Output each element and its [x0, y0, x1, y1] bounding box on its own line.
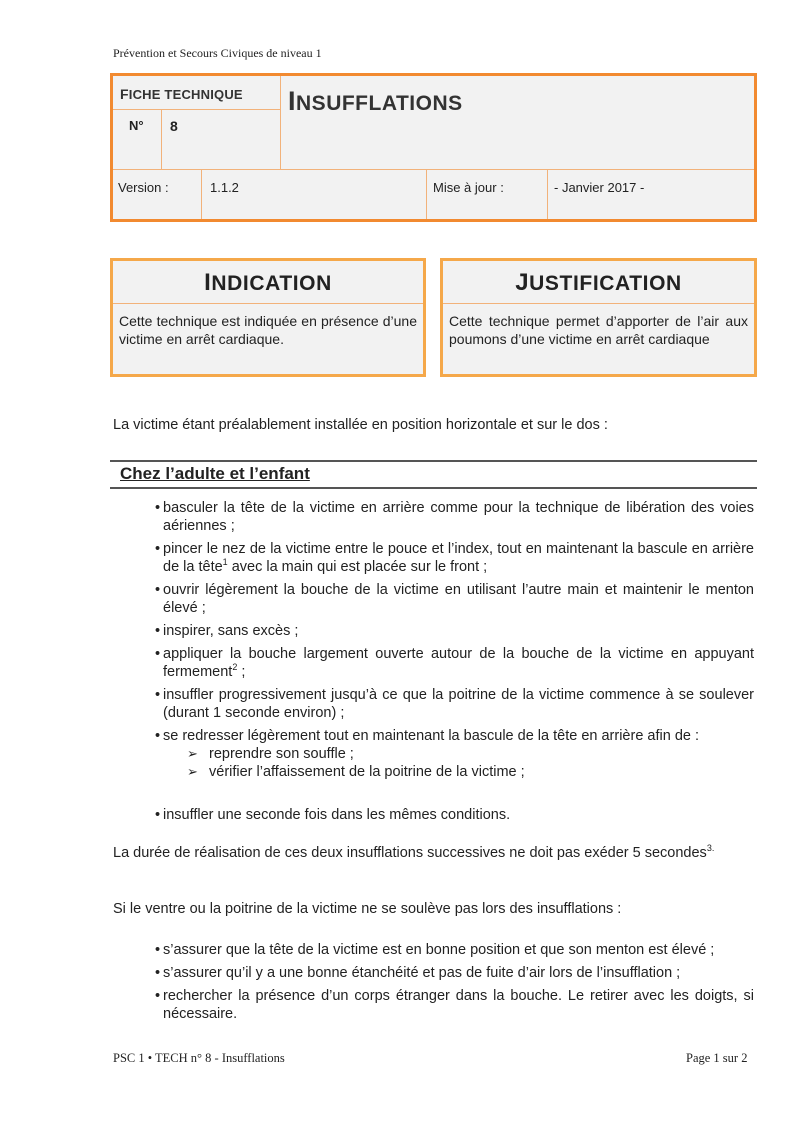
- footnote-ref: 2: [232, 662, 238, 673]
- list-item: • s’assurer que la tête de la victime est en bonne position et que son menton est élevé ;: [155, 942, 715, 958]
- duration-text: La durée de réalisation de ces deux insufflations successives ne doit pas exéder 5 secondes$^{3.}$: [113, 843, 715, 861]
- page-number: Page 1 sur 2: [686, 1051, 748, 1065]
- justification-title: JUSTIFICATION: [443, 261, 754, 304]
- section-heading-bar: [110, 460, 757, 489]
- sub-list-item: ➢ reprendre son souffle ;: [187, 746, 354, 762]
- divider: [280, 76, 281, 169]
- justification-card: [440, 258, 757, 377]
- intro-text: La victime étant préalablement installée en position horizontale et sur le dos :: [113, 417, 608, 433]
- list-item: • appliquer la bouche largement ouverte autour de la bouche de la victime en appuyant fermement$^2$ ;: [155, 646, 754, 680]
- divider: [113, 109, 280, 110]
- list-item: • s’assurer qu’il y a une bonne étanchéité et pas de fuite d’air lors de l’insufflation ;: [155, 965, 681, 981]
- justification-text: Cette technique permet d’apporter de l’air aux poumons d’une victime en arrêt cardiaque: [449, 313, 748, 347]
- failure-condition-text: Si le ventre ou la poitrine de la victime ne se soulève pas lors des insufflations :: [113, 901, 622, 917]
- section-title: Chez l’adulte et l’enfant: [120, 464, 310, 483]
- footer-reference: PSC 1 • TECH n° 8 - Insufflations: [113, 1051, 285, 1065]
- footnote-ref: 3.: [706, 843, 715, 854]
- page-header: Prévention et Secours Civiques de niveau 1: [113, 46, 322, 60]
- list-item: • basculer la tête de la victime en arrière comme pour la technique de libération des voies aériennes ;: [155, 500, 754, 534]
- update-label: Mise à jour :: [433, 180, 504, 195]
- divider: [113, 169, 754, 170]
- divider: [201, 169, 202, 219]
- technical-sheet-header: [110, 73, 757, 222]
- list-item: • insuffler progressivement jusqu’à ce que la poitrine de la victime commence à se soulever (durant 1 seconde environ) ;: [155, 687, 754, 721]
- indication-card: [110, 258, 426, 377]
- list-item: • ouvrir légèrement la bouche de la victime en utilisant l’autre main et maintenir le menton élevé ;: [155, 582, 754, 616]
- sub-list: [163, 745, 754, 781]
- list-item: • pincer le nez de la victime entre le pouce et l’index, tout en maintenant la bascule en arrière de la tête$^1$ avec la main qui est placée sur le front ;: [155, 541, 754, 575]
- list-item: • se redresser légèrement tout en maintenant la bascule de la tête en arrière afin de : ➢ reprendre son souffle ; ➢ vérifier l’affaissement de la poitrine de la victime ;: [155, 727, 754, 781]
- version-label: Version :: [118, 180, 169, 195]
- page-title: INSUFFLATIONS: [288, 86, 463, 116]
- sub-list-item: ➢ vérifier l’affaissement de la poitrine de la victime ;: [187, 764, 525, 780]
- footnote-ref: 1: [222, 557, 228, 568]
- number-value: 8: [170, 118, 178, 134]
- indication-title: INDICATION: [113, 261, 423, 304]
- update-value: - Janvier 2017 -: [554, 180, 645, 195]
- steps-list: [155, 499, 754, 786]
- indication-text: Cette technique est indiquée en présence d’une victime en arrêt cardiaque.: [119, 313, 417, 347]
- number-label: N°: [129, 118, 144, 133]
- checks-list: [155, 941, 754, 1028]
- divider: [161, 109, 162, 169]
- arrow-bullet-icon: ➢: [187, 764, 198, 779]
- steps-list-final: [155, 806, 754, 824]
- divider: [547, 169, 548, 219]
- sheet-type-label: FICHE TECHNIQUE: [120, 86, 243, 102]
- list-item: • rechercher la présence d’un corps étranger dans la bouche. Le retirer avec les doigts, si nécessaire.: [155, 988, 754, 1022]
- list-item: • inspirer, sans excès ;: [155, 623, 299, 639]
- version-value: 1.1.2: [210, 180, 239, 195]
- divider: [426, 169, 427, 219]
- arrow-bullet-icon: ➢: [187, 746, 198, 761]
- list-item: • insuffler une seconde fois dans les mêmes conditions.: [155, 807, 511, 823]
